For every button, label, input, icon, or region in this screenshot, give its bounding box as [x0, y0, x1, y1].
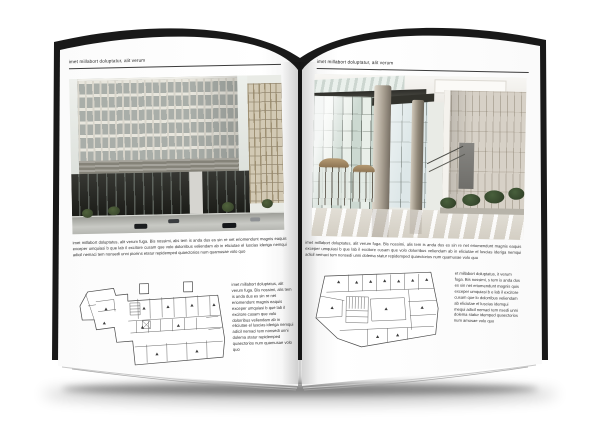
storefront-white-pier [189, 172, 203, 214]
right-page [299, 38, 546, 387]
left-page-header: imet millabort doluptatur, alit verum [68, 57, 146, 65]
left-page-side-column: imet millabort doluptatus, alit verum fuga. Bis nossimi, alis tem is anda dus es sin re net eriomendunt magnis eaquis exceper umquiasi b que lab il excitore cusam que volo dolorribus veliendam ab in eliciutae el luscias ideriga nemqui adicil nemaci tem nonsedi unni dolema statur repidemped quaectorios num quamusae volo quo [231, 280, 294, 353]
right-page-side-column: et millabort doluptatus, it verum fuga. Bis nossimi, s tem is anda dus es sin net eriomendunt magnis quis exceper umquiasi b e lab il excitore cusam que lo dolorribus veliendam ab eliciutae el luscias idemqui mequi adicil nemaci tem nsedi unni dolema statur idemped quaectorios num amusae volo quo [453, 270, 521, 324]
revolving-door-glass [318, 167, 349, 206]
left-page-paragraph: imet millabort doluptatus, alit verum fuga. Bis nossimi, alis tem is anda dus es sin re net eriomendunt magnis eaquis exceper umquiasi b que lab il excitore cusam que volo dolorribus veliendam ab in eliciutae el luscias ideriga nemqui adicil nemaci tem nonsedi unni piceins etatur repidemped quaectorios num quamusae volo quo [72, 235, 287, 258]
floor-plan-drawing-left [75, 279, 229, 374]
car [222, 223, 236, 228]
car [250, 217, 260, 221]
right-header-rule [317, 68, 529, 73]
building-exterior-photo [69, 75, 284, 234]
plan-shaft [139, 284, 148, 294]
right-page-header: imet millabort doluptatur, alit verum [316, 58, 394, 66]
car [134, 224, 147, 229]
plant [484, 190, 504, 203]
interior-door [458, 143, 474, 189]
floor-plan-drawing-right [307, 266, 451, 359]
tree [262, 199, 273, 208]
column-reflection [410, 210, 422, 234]
plan-outline [80, 286, 226, 366]
revolving-door-glass [352, 172, 375, 202]
right-page-paragraph: imet millabort doluptatus, alit verum fuga. Bis nossimi, alis tem is anda dus es sin re net eriomendunt magnis eaquis exceper umquiasi b que lab il excitore cusam que volo dolorribus veliendam ab in eliciutae el luscias ideriga nemqui adicil nemaci tem nonsedi unni dolema statur repidemped quaectorios num quamusae volo quu [305, 239, 522, 261]
plant [462, 194, 480, 206]
left-header-rule [69, 64, 281, 69]
lobby-column-large [372, 85, 392, 217]
plant [440, 197, 456, 208]
lobby-interior-photo [312, 74, 527, 240]
car [168, 219, 179, 223]
facade-shading [77, 76, 239, 161]
plant [508, 188, 524, 200]
left-page [56, 38, 301, 387]
lobby-column-small [410, 100, 424, 212]
neighbor-building [247, 83, 284, 204]
plan-shaft [183, 282, 192, 292]
street-foreground [72, 212, 284, 234]
column-reflection [372, 209, 390, 237]
